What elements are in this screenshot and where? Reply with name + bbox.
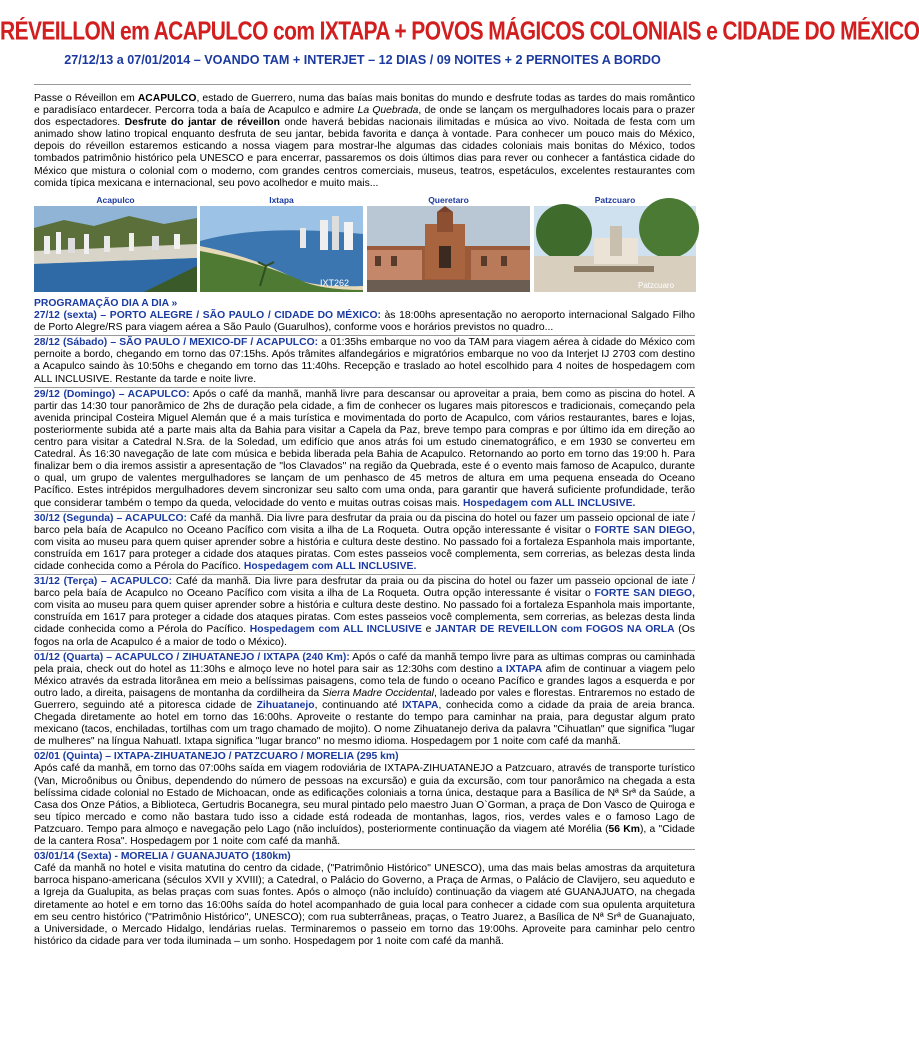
intro-paragraph: Passe o Réveillon em ACAPULCO, estado de Guerrero, numa das baías mais bonitas do mundo e desfrute todas as tardes do mais romântico e paradisíaco entardecer. Percorra toda a baía de Acapulco e admire La Quebrada, de onde se lançam os mergulhadores locais para o prazer dos espectadores. Desfrute do jantar de réveillon onde haverá bebidas nacionais ilimitadas e música ao vivo. Noitada de festa com um animado show latino tropical enquanto desfruta de seu jantar, bebida favorita e dança à vontade. Para conhecer um pouco mais do México, depois do réveillon estaremos esticando a nossa viagem para mostrar-lhe algumas das cidades coloniais mais bonitas do México, todos tombados patrimônio histórico pela UNESCO e para encerrar, passaremos os dois últimos dias para rever ou conhecer a fantástica cidade do México que mistura o colonial com o moderno, com grandes centros comerciais, museus, teatros, espetáculos, excelentes restaurantes com comida típica mexicana e internacional, seu povo acolhedor e muito mais... [34,93,695,189]
photo-caption: Queretaro [428,195,469,205]
plaza-photo-icon [534,206,696,292]
photo-patzcuaro [534,195,696,295]
divider [34,650,695,651]
day-item: 01/12 (Quarta) – ACAPULCO / ZIHUATANEJO / IXTAPA (240 Km): Após o café da manhã tempo livre para as ultimas compras ou caminhada pela praia, check out do hotel as 11:30hs e almoço leve no hotel para sair as 12:30hs com destino a IXTAPA afim de continuar a viagem pelo México através da estrada litorânea em meio a belíssimas paisagens, como tela de fundo o oceano Pacífico e grandes lagos a esquerda e por outro lado, a direita, paisagens de montanha da cordilheira da Sierra Madre Occidental, ladeado por vales e florestas. Entraremos no estado de Guerrero, seguindo até a pitoresca cidade de Zihuatanejo, continuando até IXTAPA, conhecida como a cidade da praia de areia branca. Chegada diretamente ao hotel em torno das 16:00hs. Aproveite o restante do tempo para caminhar na praia, para degustar algum prato mexicano (tacos, enchiladas, tortilhas com um trago chamado de mojito). O nome Zihuatanejo deriva da palavra "Cihuatlan" que significa "lugar de mulheres" na língua Nahuatl. Ixtapa significa "lugar branco" no mesmo idioma. Hospedagem por 1 noite com café da manhã. [34,651,696,748]
photo-ixtapa [200,195,363,295]
program-section [34,298,695,948]
day-item: 02/01 (Quinta) – IXTAPA-ZIHUATANEJO / PATZCUARO / MORELIA (295 km) Após café da manhã, em torno das 07:00hs saída em viagem rodoviária de IXTAPA-ZIHUATANEJO a Patzcuaro, através de transporte turístico (Van, Microônibus ou Ônibus, dependendo do número de pessoas na excursão) e guia da excursão, com tour panorâmico na chegada a esta belíssima cidade colonial no Estado de Michoacan, onde as edificações coloniais a torna única, destaque para a Basílica de Nª Srª da Saúde, a Casa dos Onze Pátios, a Biblioteca, Gertudris Bocanegra, seu mural pintado pelo maestro Juan O`Gorman, a praça de Don Vasco de Quiroga e seu típico mercado e como não bastara tudo isso a cidade está rodeada de montanhas, lagos, rios, verdes vales e o famoso Lago de Patzcuaro. Tempo para almoço e navegação pelo Lago (não incluídos), posteriormente continuação da viagem até Morélia (56 Km), a "Cidade de la cantera Rosa". Hospedagem por 1 noite com café da manhã. [34,751,696,848]
photo-watermark: IXT262 [320,278,350,288]
day-item: 27/12 (sexta) – PORTO ALEGRE / SÃO PAULO / CIDADE DO MÉXICO: às 18:00hs apresentação no aeroporto internacional Salgado Filho de Porto Alegre/RS para viagem aérea a São Paulo (Guarulhos), conforme voos e horários previstos no quadro... [34,310,695,334]
bay-photo-icon [34,206,197,292]
photo-caption: Acapulco [96,195,135,205]
divider [34,387,695,388]
beach-photo-icon [200,206,363,292]
page [0,17,919,1046]
divider [34,511,695,512]
photo-watermark: Patzcuaro [638,281,675,290]
church-photo-icon [367,206,530,292]
page-title: RÉVEILLON em ACAPULCO com IXTAPA + POVOS MÁGICOS COLONIAIS e CIDADE DO MÉXICO [0,17,919,46]
divider [34,84,691,85]
divider [34,749,695,750]
photo-strip [34,195,696,295]
day-item: 28/12 (Sábado) – SÃO PAULO / MEXICO-DF / ACAPULCO: a 01:35hs embarque no voo da TAM para viagem aérea à cidade do México com pernoite a bordo, chegando em torno das 07:15hs. Após trâmites alfandegários e migratórios embarque no voo da Interjet IJ 2703 com destino a Acapulco saindo às 10:50hs e chegando em torno das 11:40hs. Recepção e traslado ao hotel escolhido para 4 noites de hospedagem com ALL INCLUSIVE. Restante da tarde e noite livre. [34,337,696,385]
photo-queretaro [367,195,530,295]
day-item: 03/01/14 (Sexta) - MORELIA / GUANAJUATO (180km) Café da manhã no hotel e visita matutina do centro da cidade, ("Patrimônio Histórico" UNESCO), uma das mais belas amostras da arquitetura barroca hispano-americana (séculos XVII y XVIII); a Catedral, o Palácio do Governo, a Praça de Armas, o Palácio de Clavijero, seu aqueduto e a Igreja da Gualupita, as belas praças com suas fontes. Após o almoço (não incluído) continuação da viagem até GUANAJUATO, na chegada diretamente ao hotel e em torno das 16:00hs saída do hotel acompanhado de guia local para conhecer a cidade com sua opulenta arquitetura em seu centro histórico ("Patrimônio Histórico", UNESCO); com rua subterrâneas, praças, o Teatro Juarez, a Basílica de Nª Srª de Guanajuato, a Universidade, o Mercado Hidalgo, lendárias ruelas. Terminaremos o passeio em torno das 19:00hs. Aproveite para caminhar pelo centro histórico da cidade para ver toda iluminada – um sonho. Hospedagem por 1 noite com café da manhã. [34,851,695,947]
photo-caption: Ixtapa [269,195,294,205]
day-item: 31/12 (Terça) – ACAPULCO: Café da manhã. Dia livre para desfrutar da praia ou da piscina do hotel ou fazer um passeio opcional de iate / barco pela baía de Acapulco no Oceano Pacífico com visita a ilha de La Roqueta. Outra opção interessante é visitar o FORTE SAN DIEGO, com visita ao museu para quem quiser aprender sobre a história e cultura deste destino. No passado foi a fortaleza Espanhola mais importante, construída em 1617 para proteger a cidade dos ataques piratas. Com estes passeios você complementa, sem correrias, as belezas desta linda cidade conhecida como a Pérola do Pacífico. Hospedagem com ALL INCLUSIVE e JANTAR DE REVEILLON com FOGOS NA ORLA (Os fogos na orla de Acapulco é a maior de todo o México). [34,576,695,648]
photo-caption: Patzcuaro [594,195,636,205]
program-heading: PROGRAMAÇÃO DIA A DIA » [34,298,178,309]
page-subtitle: 27/12/13 a 07/01/2014 – VOANDO TAM + INTERJET – 12 DIAS / 09 NOITES + 2 PERNOITES A BORDO [64,53,661,67]
divider [34,574,695,575]
photo-acapulco [34,195,197,295]
day-item: 30/12 (Segunda) – ACAPULCO: Café da manhã. Dia livre para desfrutar da praia ou da piscina do hotel ou fazer um passeio opcional de iate / barco pela baía de Acapulco no Oceano Pacífico com visita a ilha de La Roqueta. Outra opção interessante é visitar o FORTE SAN DIEGO, com visita ao museu para quem quiser aprender sobre a história e cultura deste destino. No passado foi a fortaleza Espanhola mais importante, construída em 1617 para proteger a cidade dos ataques piratas. Com estes passeios você complementa, sem correrias, as belezas desta linda cidade conhecida como a Pérola do Pacífico. Hospedagem com ALL INCLUSIVE. [34,512,695,572]
divider [34,849,695,850]
day-item: 29/12 (Domingo) – ACAPULCO: Após o café da manhã, manhã livre para descansar ou aproveitar a praia, bem como as piscina do hotel. A partir das 14:30 tour panorâmico de 2hs de duração pela cidade, a fim de conhecer os lugares mais pitorescos e tradicionais, começando pela avenida principal Costeira Miguel Alemán que é a mais turística e movimentada do porto de Acapulco, com vários restaurantes, bares e lojas, posteriormente subida até a parte mais alta da Bahia para visitar a Capela da Paz, breve tempo para compras e por último ida em direção ao centro para visitar a Catedral N.Sra. de la Soledad, um edifício que anos atrás foi um estudo cinematográfico, e em 1930 se converteu em Catedral. Às 16:30 navegação de late com música e bebida liberada pela Bahia de Acapulco. Retornando ao porto em torno das 19:00 h. Para finalizar bem o dia iremos assistir a apresentação de ''los Clavados'' na região da Quebrada, este é o evento mais famoso de Acapulco, durante o qual, um grupo de valentes mergulhadores se lançam de um penhasco de 45 metros de altura em uma pequena enseada do Oceano Pacífico. Estes intrépidos mergulhadores devem sincronizar seu salto com uma onda, para garantir que haverá suficiente profundidade, terão que considerar também o tempo da queda, velocidade do vento e muitas outras coisas mais. Hospedagem com ALL INCLUSIVE. [34,388,696,509]
